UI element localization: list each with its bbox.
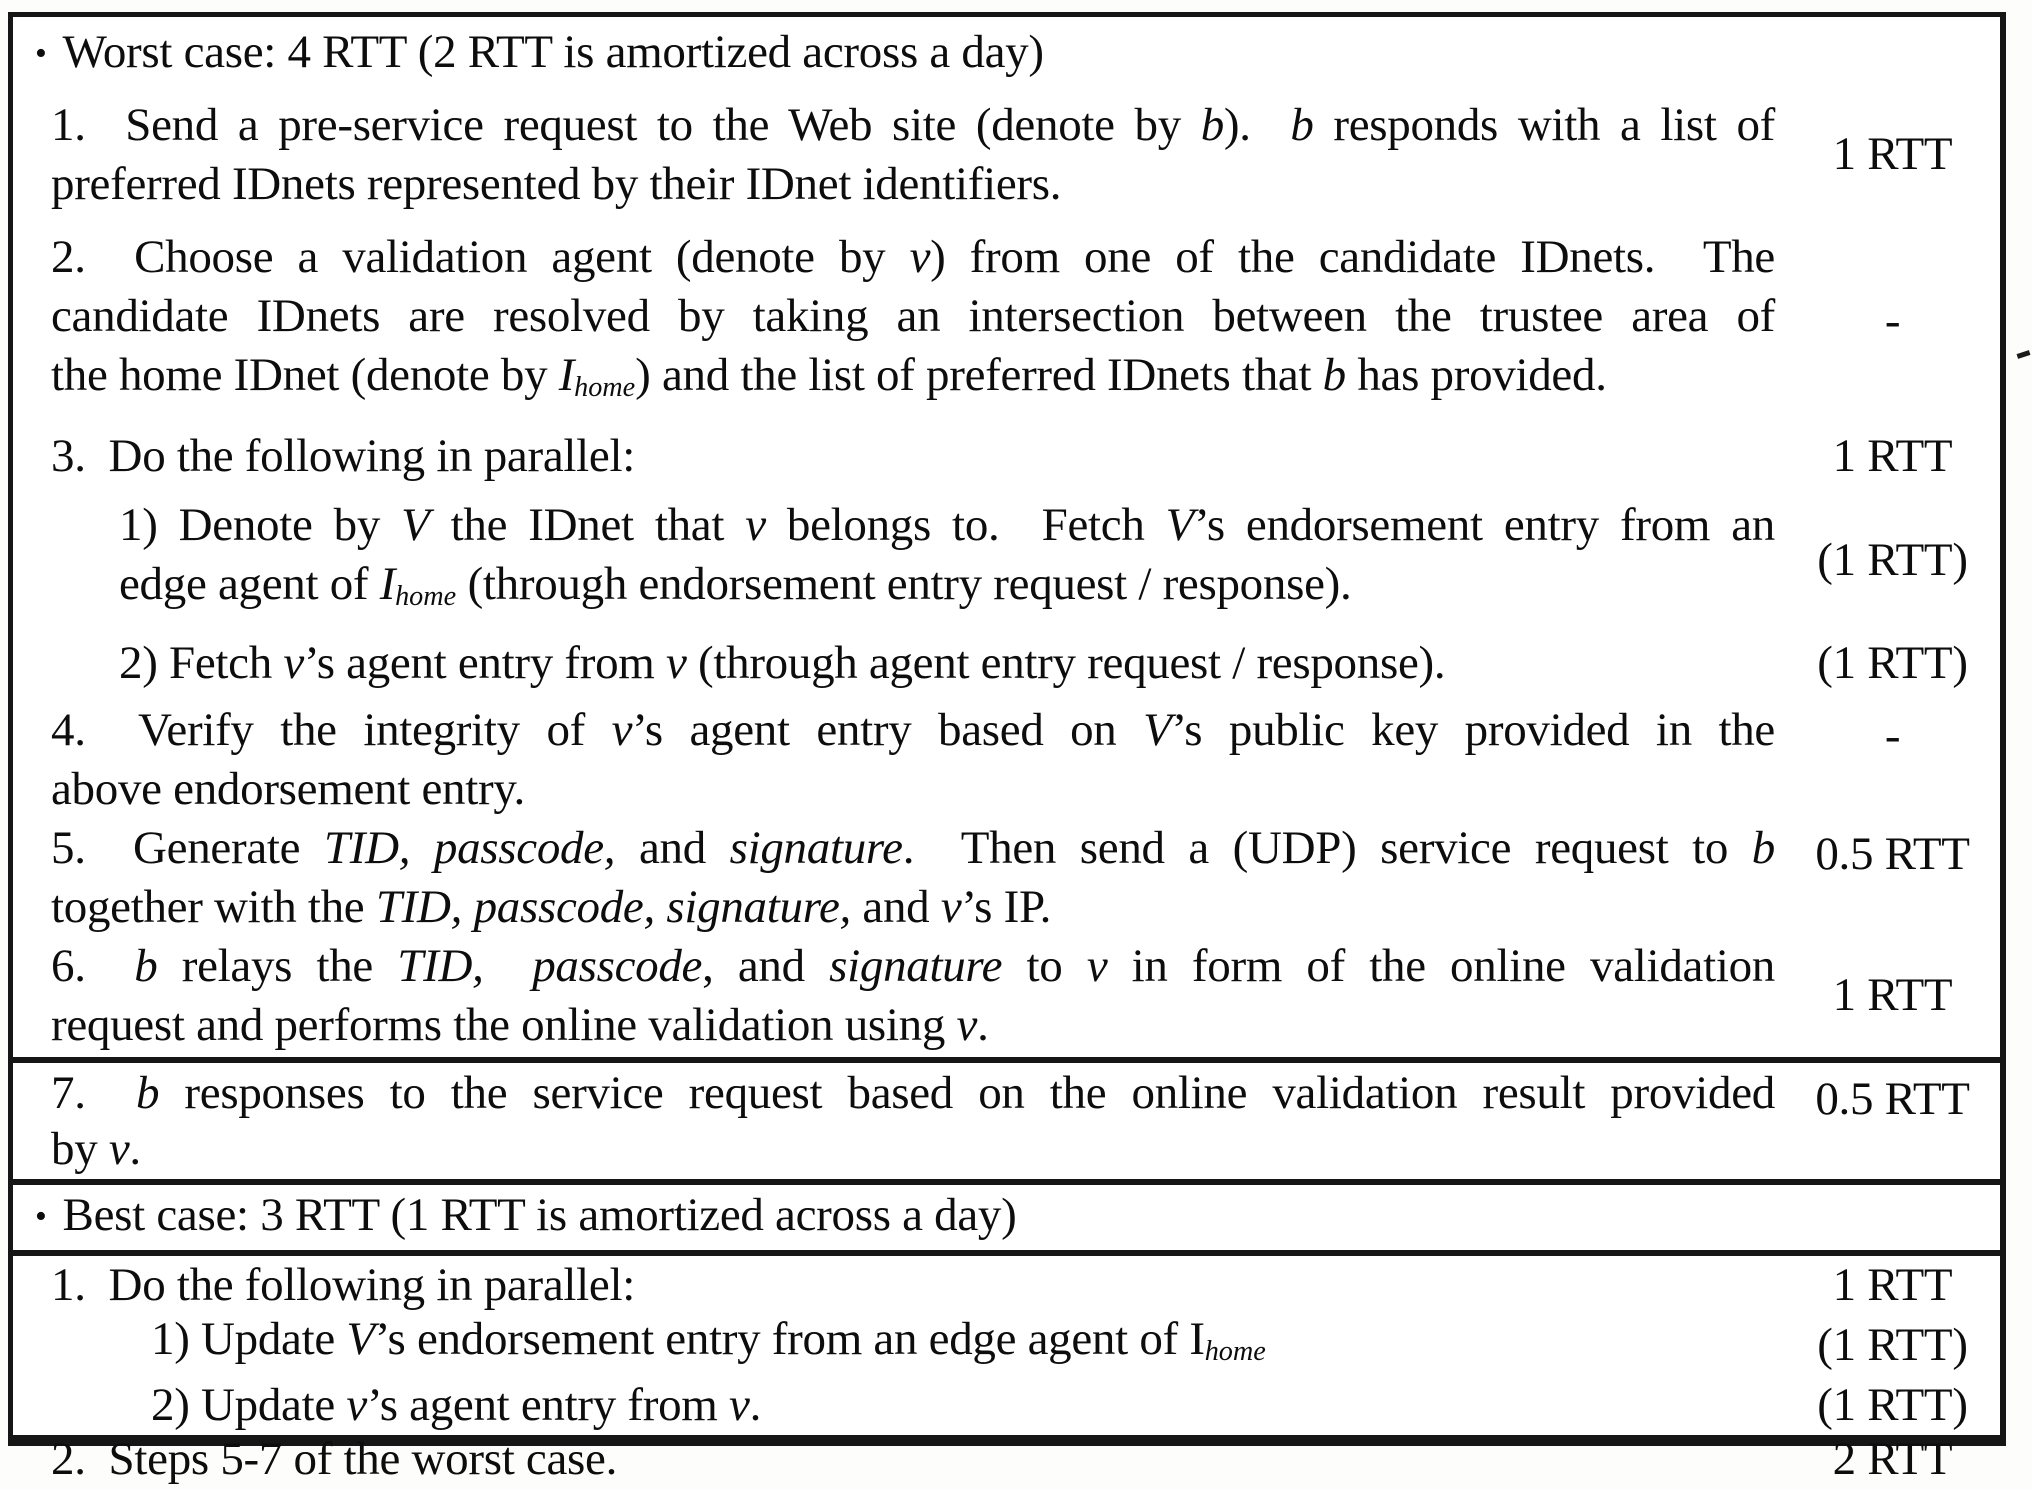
rtt-value: 0.5 RTT xyxy=(1815,828,1970,881)
rtt-cost-table xyxy=(8,12,2006,1485)
best-substep-1-2-text: 2) Update v’s agent entry from v. xyxy=(151,1378,762,1431)
worst-case-header-text: Worst case: 4 RTT (2 RTT is amortized across a day) xyxy=(62,26,1044,78)
worst-case-header xyxy=(13,23,1785,86)
best-step-1-row xyxy=(13,1259,2000,1313)
worst-step-7-row xyxy=(13,1065,2000,1177)
worst-case-section xyxy=(13,17,2000,1055)
best-substep-1-1-text: 1) Update V’s endorsement entry from an edge agent of Ihome xyxy=(151,1313,1266,1368)
bullet-icon: • xyxy=(35,34,47,72)
best-step-1-text: 1. Do the following in parallel: xyxy=(51,1259,636,1312)
rtt-value: 1 RTT xyxy=(1832,430,1953,483)
rtt-cell-empty xyxy=(1785,23,2000,86)
rtt-value: 1 RTT xyxy=(1832,968,1953,1021)
rtt-value: 2 RTT xyxy=(1832,1432,1953,1485)
worst-step-1-text: 1. Send a pre-service request to the Web site (denote by b). b responds with a list of preferred IDnets represented by their IDnet identifiers. xyxy=(51,99,1775,210)
best-case-header-section xyxy=(13,1179,2000,1250)
rtt-value: 0.5 RTT xyxy=(1815,1073,1970,1126)
best-substep-1-1-row xyxy=(13,1313,2000,1378)
best-step-2-text: 2. Steps 5-7 of the worst case. xyxy=(51,1432,618,1485)
rtt-value: (1 RTT) xyxy=(1817,533,1968,586)
worst-step-5-text: 5. Generate TID, passcode, and signature. Then send a (UDP) service request to b together with the TID, passcode, signature, and v’s IP. xyxy=(51,822,1775,934)
best-case-header xyxy=(13,1187,1785,1248)
worst-step-4-row xyxy=(13,701,2000,819)
worst-step-6-row xyxy=(13,937,2000,1055)
rtt-value: (1 RTT) xyxy=(1817,1378,1968,1431)
worst-substep-3-2-row xyxy=(13,634,2000,695)
worst-substep-3-1-text: 1) Denote by V the IDnet that v belongs to. Fetch V’s endorsement entry from an edge agent of Ihome (through endorsement entry request / response). xyxy=(119,499,1776,613)
worst-step-2-row xyxy=(13,228,2000,417)
worst-substep-3-1-row xyxy=(13,496,2000,626)
best-case-header-row xyxy=(13,1187,2000,1248)
rtt-value: - xyxy=(1884,295,1901,348)
worst-case-header-row xyxy=(13,23,2000,86)
worst-step-7-text: 7. b responses to the service request based on the online validation result provided by v. xyxy=(51,1067,1775,1176)
best-case-header-text: Best case: 3 RTT (1 RTT is amortized across a day) xyxy=(62,1189,1017,1242)
rtt-value: - xyxy=(1884,710,1901,763)
rtt-cell-empty xyxy=(1785,1187,2000,1248)
worst-step-4-text: 4. Verify the integrity of v’s agent entry based on V’s public key provided in the above endorsement entry. xyxy=(51,704,1775,816)
rtt-value: 1 RTT xyxy=(1832,127,1953,180)
best-case-section xyxy=(13,1250,2000,1488)
rtt-value: 1 RTT xyxy=(1832,1259,1953,1312)
bullet-icon: • xyxy=(35,1198,47,1236)
worst-step-3-text: 3. Do the following in parallel: xyxy=(51,430,636,483)
rtt-value: (1 RTT) xyxy=(1817,1319,1968,1371)
worst-step-3-row xyxy=(13,427,2000,488)
worst-step-2-text: 2. Choose a validation agent (denote by v) from one of the candidate IDnets. The candidate IDnets are resolved by taking an intersection between the trustee area of the home IDnet (denote by Ihome) and the list of preferred IDnets that b has provided. xyxy=(51,231,1775,404)
worst-step-1-row xyxy=(13,96,2000,214)
worst-step-7-section xyxy=(13,1057,2000,1179)
best-step-2-row xyxy=(13,1433,2000,1487)
worst-step-6-text: 6. b relays the TID, passcode, and signature to v in form of the online validation request and performs the online validation using v. xyxy=(51,940,1775,1052)
best-substep-1-2-row xyxy=(13,1379,2000,1433)
scan-artifact-mark xyxy=(2017,350,2031,359)
rtt-value: (1 RTT) xyxy=(1817,637,1968,690)
worst-step-5-row xyxy=(13,819,2000,937)
worst-substep-3-2-text: 2) Fetch v’s agent entry from v (through agent entry request / response). xyxy=(119,637,1446,690)
